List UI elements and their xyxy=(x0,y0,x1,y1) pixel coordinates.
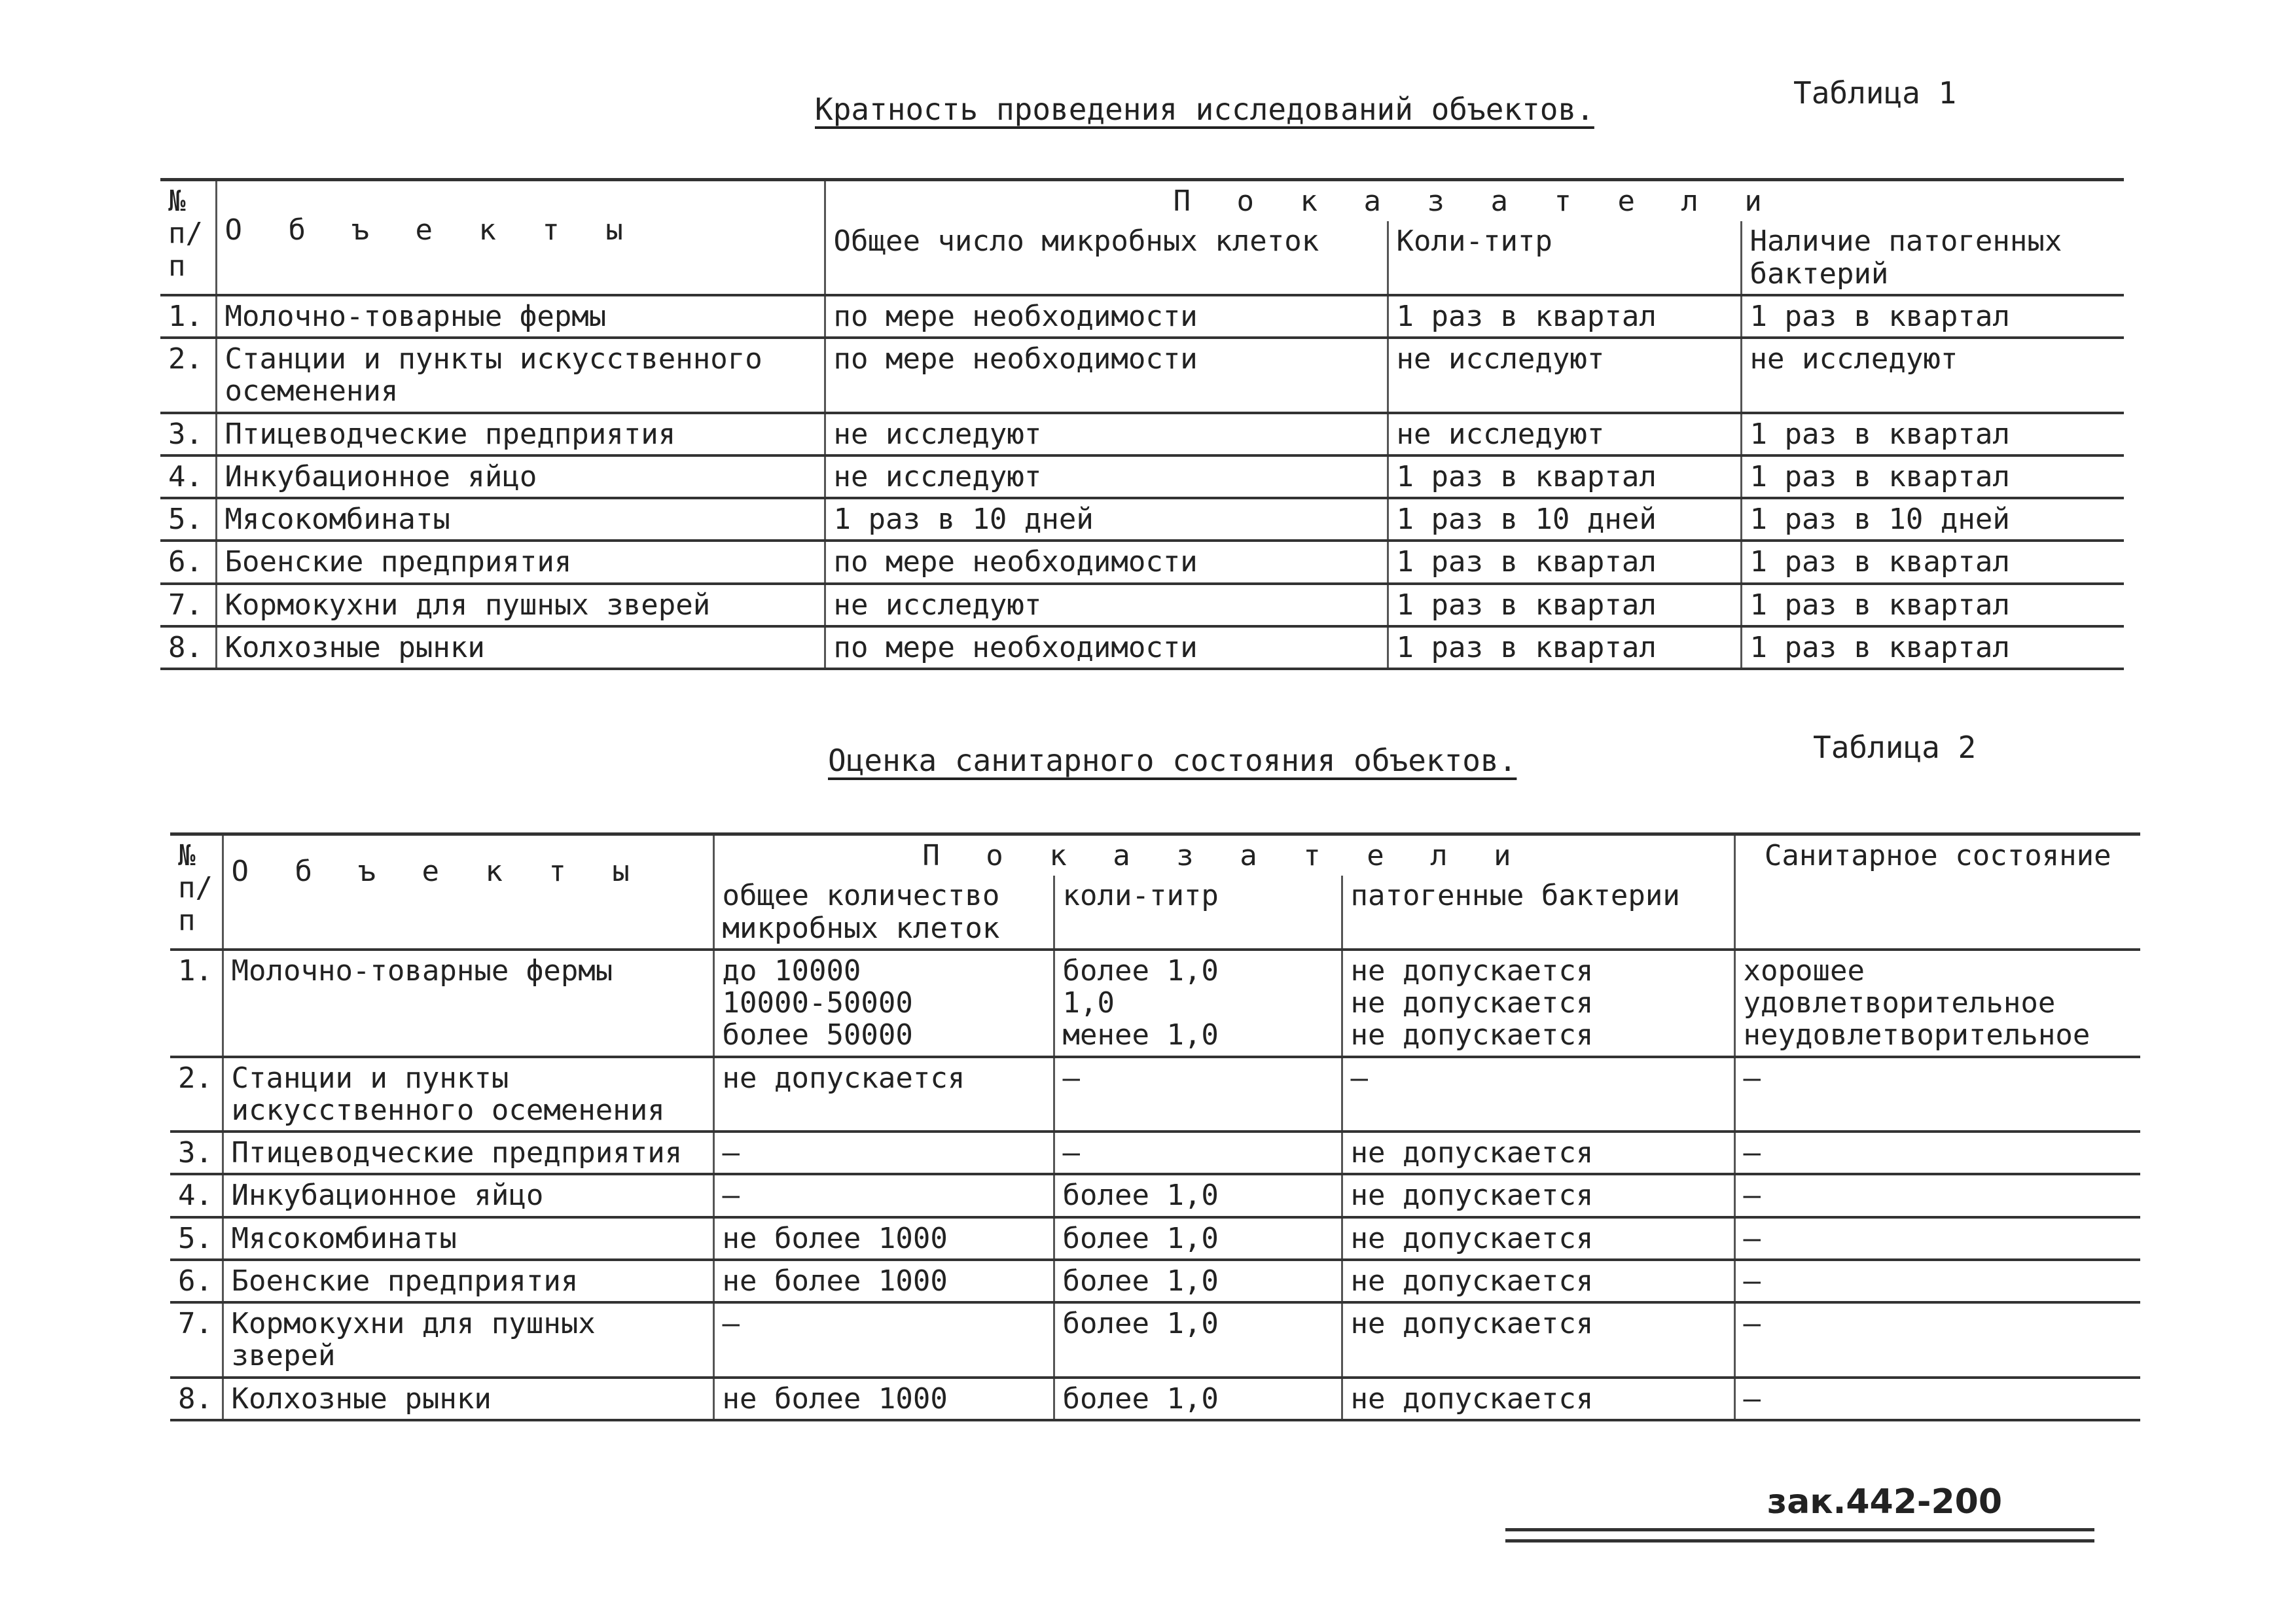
row-number: 2. xyxy=(160,338,216,413)
cell-c2: более 1,0 xyxy=(1054,1174,1342,1217)
table1 xyxy=(160,178,2124,670)
cell-c3: не допускается xyxy=(1342,1302,1734,1378)
cell-c1: не исследуют xyxy=(825,413,1388,455)
object-name: Молочно-товарные фермы xyxy=(216,295,825,338)
table2 xyxy=(170,832,2140,1421)
cell-c1: 1 раз в 10 дней xyxy=(825,498,1388,541)
cell-c2: более 1,0 1,0 менее 1,0 xyxy=(1054,950,1342,1057)
row-number: 6. xyxy=(170,1260,223,1302)
table-row xyxy=(160,455,2124,498)
object-name: Мясокомбинаты xyxy=(223,1217,713,1260)
row-number: 4. xyxy=(170,1174,223,1217)
table-row xyxy=(160,498,2124,541)
cell-c2: более 1,0 xyxy=(1054,1217,1342,1260)
cell-c2: 1 раз в квартал xyxy=(1388,541,1741,583)
object-name: Мясокомбинаты xyxy=(216,498,825,541)
table-row xyxy=(170,950,2140,1057)
table1-header-no: № п/п xyxy=(160,180,216,295)
cell-c2: 1 раз в квартал xyxy=(1388,626,1741,669)
cell-c4: – xyxy=(1734,1132,2140,1174)
row-number: 3. xyxy=(160,413,216,455)
cell-c1: по мере необходимости xyxy=(825,295,1388,338)
order-number: зак.442-200 xyxy=(1767,1482,2003,1522)
cell-c3: 1 раз в квартал xyxy=(1741,295,2124,338)
cell-c2: 1 раз в квартал xyxy=(1388,584,1741,626)
cell-c3: не допускается не допускается не допускается xyxy=(1342,950,1734,1057)
cell-c2: 1 раз в квартал xyxy=(1388,295,1741,338)
cell-c3: 1 раз в квартал xyxy=(1741,584,2124,626)
cell-c2: более 1,0 xyxy=(1054,1378,1342,1420)
cell-c1: до 10000 10000-50000 более 50000 xyxy=(713,950,1054,1057)
row-number: 6. xyxy=(160,541,216,583)
table-row xyxy=(170,1217,2140,1260)
table1-header-indicators: П о к а з а т е л и xyxy=(825,180,2124,222)
table2-header-indicators: П о к а з а т е л и xyxy=(713,834,1734,876)
object-name: Станции и пункты искусственного осеменения xyxy=(223,1057,713,1132)
cell-c3: не допускается xyxy=(1342,1378,1734,1420)
table2-header-objects: О б ъ е к т ы xyxy=(223,834,713,950)
object-name: Птицеводческие предприятия xyxy=(223,1132,713,1174)
object-name: Кормокухни для пушных зверей xyxy=(223,1302,713,1378)
cell-c1: не более 1000 xyxy=(713,1378,1054,1420)
object-name: Инкубационное яйцо xyxy=(216,455,825,498)
table-row xyxy=(170,1378,2140,1420)
row-number: 8. xyxy=(160,626,216,669)
cell-c3: 1 раз в квартал xyxy=(1741,413,2124,455)
cell-c4: хорошее удовлетворительное неудовлетворительное xyxy=(1734,950,2140,1057)
object-name: Колхозные рынки xyxy=(216,626,825,669)
row-number: 5. xyxy=(160,498,216,541)
cell-c3: не допускается xyxy=(1342,1260,1734,1302)
table-row xyxy=(170,1174,2140,1217)
table-row xyxy=(160,541,2124,583)
cell-c1: не более 1000 xyxy=(713,1217,1054,1260)
table-row xyxy=(170,1302,2140,1378)
cell-c2: 1 раз в 10 дней xyxy=(1388,498,1741,541)
table2-title: Оценка санитарного состояния объектов. xyxy=(828,743,1517,778)
cell-c1: – xyxy=(713,1302,1054,1378)
cell-c1: не исследуют xyxy=(825,584,1388,626)
row-number: 1. xyxy=(160,295,216,338)
cell-c2: более 1,0 xyxy=(1054,1302,1342,1378)
table-row xyxy=(160,584,2124,626)
cell-c3: не допускается xyxy=(1342,1132,1734,1174)
table-row xyxy=(170,1057,2140,1132)
table1-header-col3: Наличие патогенных бактерий xyxy=(1741,221,2124,295)
table-row xyxy=(160,626,2124,669)
cell-c3: 1 раз в 10 дней xyxy=(1741,498,2124,541)
cell-c4: – xyxy=(1734,1174,2140,1217)
table1-title: Кратность проведения исследований объектов. xyxy=(815,92,1594,127)
object-name: Птицеводческие предприятия xyxy=(216,413,825,455)
cell-c2: более 1,0 xyxy=(1054,1260,1342,1302)
table1-header-objects: О б ъ е к т ы xyxy=(216,180,825,295)
cell-c1: по мере необходимости xyxy=(825,626,1388,669)
row-number: 8. xyxy=(170,1378,223,1420)
table-row xyxy=(160,338,2124,413)
cell-c1: по мере необходимости xyxy=(825,338,1388,413)
cell-c1: не исследуют xyxy=(825,455,1388,498)
cell-c1: – xyxy=(713,1132,1054,1174)
table2-header-sanitary: Санитарное состояние xyxy=(1734,834,2140,950)
cell-c4: – xyxy=(1734,1260,2140,1302)
cell-c2: не исследуют xyxy=(1388,413,1741,455)
row-number: 7. xyxy=(160,584,216,626)
table-row xyxy=(160,413,2124,455)
table2-header-col2: коли-титр xyxy=(1054,876,1342,950)
object-name: Инкубационное яйцо xyxy=(223,1174,713,1217)
table1-label: Таблица 1 xyxy=(1793,75,1957,111)
table2-header-no: № п/п xyxy=(170,834,223,950)
cell-c3: – xyxy=(1342,1057,1734,1132)
cell-c4: – xyxy=(1734,1378,2140,1420)
row-number: 5. xyxy=(170,1217,223,1260)
table2-header-col3: патогенные бактерии xyxy=(1342,876,1734,950)
cell-c2: 1 раз в квартал xyxy=(1388,455,1741,498)
cell-c1: – xyxy=(713,1174,1054,1217)
cell-c4: – xyxy=(1734,1217,2140,1260)
cell-c2: – xyxy=(1054,1057,1342,1132)
object-name: Боенские предприятия xyxy=(216,541,825,583)
table-row xyxy=(170,1132,2140,1174)
table-row xyxy=(160,295,2124,338)
object-name: Колхозные рынки xyxy=(223,1378,713,1420)
footer-rule xyxy=(1505,1528,2094,1543)
table1-header-col2: Коли-титр xyxy=(1388,221,1741,295)
object-name: Боенские предприятия xyxy=(223,1260,713,1302)
object-name: Станции и пункты искусственного осеменения xyxy=(216,338,825,413)
cell-c3: не исследуют xyxy=(1741,338,2124,413)
table1-header-col1: Общее число микробных клеток xyxy=(825,221,1388,295)
object-name: Кормокухни для пушных зверей xyxy=(216,584,825,626)
row-number: 2. xyxy=(170,1057,223,1132)
cell-c1: не более 1000 xyxy=(713,1260,1054,1302)
table2-header-col1: общее количество микробных клеток xyxy=(713,876,1054,950)
table2-label: Таблица 2 xyxy=(1813,730,1977,765)
object-name: Молочно-товарные фермы xyxy=(223,950,713,1057)
cell-c3: не допускается xyxy=(1342,1174,1734,1217)
cell-c3: 1 раз в квартал xyxy=(1741,455,2124,498)
row-number: 1. xyxy=(170,950,223,1057)
cell-c2: не исследуют xyxy=(1388,338,1741,413)
cell-c1: не допускается xyxy=(713,1057,1054,1132)
row-number: 4. xyxy=(160,455,216,498)
cell-c3: не допускается xyxy=(1342,1217,1734,1260)
row-number: 3. xyxy=(170,1132,223,1174)
cell-c1: по мере необходимости xyxy=(825,541,1388,583)
cell-c2: – xyxy=(1054,1132,1342,1174)
cell-c4: – xyxy=(1734,1302,2140,1378)
row-number: 7. xyxy=(170,1302,223,1378)
cell-c4: – xyxy=(1734,1057,2140,1132)
cell-c3: 1 раз в квартал xyxy=(1741,541,2124,583)
table-row xyxy=(170,1260,2140,1302)
cell-c3: 1 раз в квартал xyxy=(1741,626,2124,669)
